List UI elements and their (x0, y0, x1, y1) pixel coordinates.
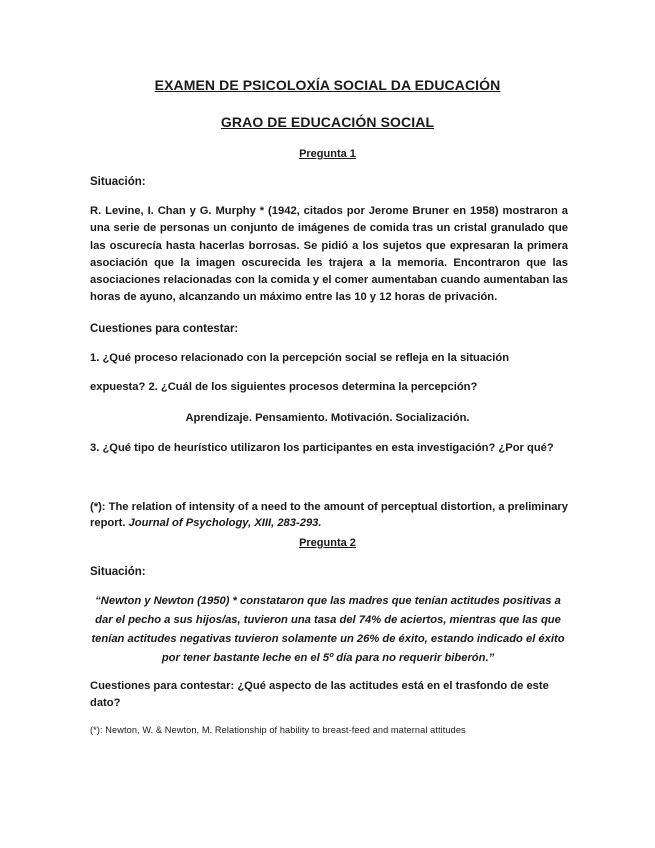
q2-questions: Cuestiones para contestar: ¿Qué aspecto de las actitudes está en el trasfondo de este dato? (90, 680, 549, 709)
q1-question-1: 1. ¿Qué proceso relacionado con la percepción social se refleja en la situación (90, 352, 510, 364)
q1-question-3: 3. ¿Qué tipo de heurístico utilizaron los participantes en esta investigación? ¿Por qué? (90, 442, 554, 454)
question-1-heading: Pregunta 1 (299, 148, 356, 160)
q2-quote: “Newton y Newton (1950) * constataron que las madres que tenían actitudes positivas a dar el pecho a sus hijos/as, tuvieron una tasa del 74% de aciertos, mientras que las que tenían actitudes negativas tuvieron solamente un 26% de éxito, estando indicado el éxito por tener bastante leche en el 5º día para no requerir biberón.” (91, 595, 565, 664)
question-2-heading: Pregunta 2 (299, 537, 356, 549)
q2-situation-label: Situación: (90, 566, 146, 578)
q1-questions-label: Cuestiones para contestar: (90, 323, 239, 335)
degree-title: GRAO DE EDUCACIÓN SOCIAL (220, 114, 435, 130)
q1-reference (90, 499, 568, 531)
q1-situation-label: Situación: (90, 176, 146, 188)
q1-question-1-continued: expuesta? 2. ¿Cuál de los siguientes procesos determina la percepción? (90, 381, 478, 393)
q2-reference: (*): Newton, W. & Newton, M. Relationship of hability to breast-feed and maternal attitudes (90, 725, 466, 735)
exam-title: EXAMEN DE PSICOLOXÍA SOCIAL DA EDUCACIÓN (154, 77, 501, 93)
q1-options: Aprendizaje. Pensamiento. Motivación. Socialización. (185, 412, 470, 424)
q1-reference-journal: Journal of Psychology, XIII, 283-293. (128, 517, 322, 529)
q1-reference-prefix: (*): The relation of intensity of a need to the amount of perceptual distortion, a preliminary report. (90, 501, 568, 529)
q1-situation-text: R. Levine, I. Chan y G. Murphy * (1942, citados por Jerome Bruner en 1958) mostraron a una serie de personas un conjunto de imágenes de comida tras un cristal granulado que las oscurecía hasta hacerlas borrosas. Se pidió a los sujetos que expresaran la primera asociación que la imagen oscurecida les trajera a la memoria. Encontraron que las asociaciones relacionadas con la comida y el comer aumentaban cuando aumentaban las horas de ayuno, alcanzando un máximo entre las 10 y 12 horas de privación. (90, 205, 568, 304)
